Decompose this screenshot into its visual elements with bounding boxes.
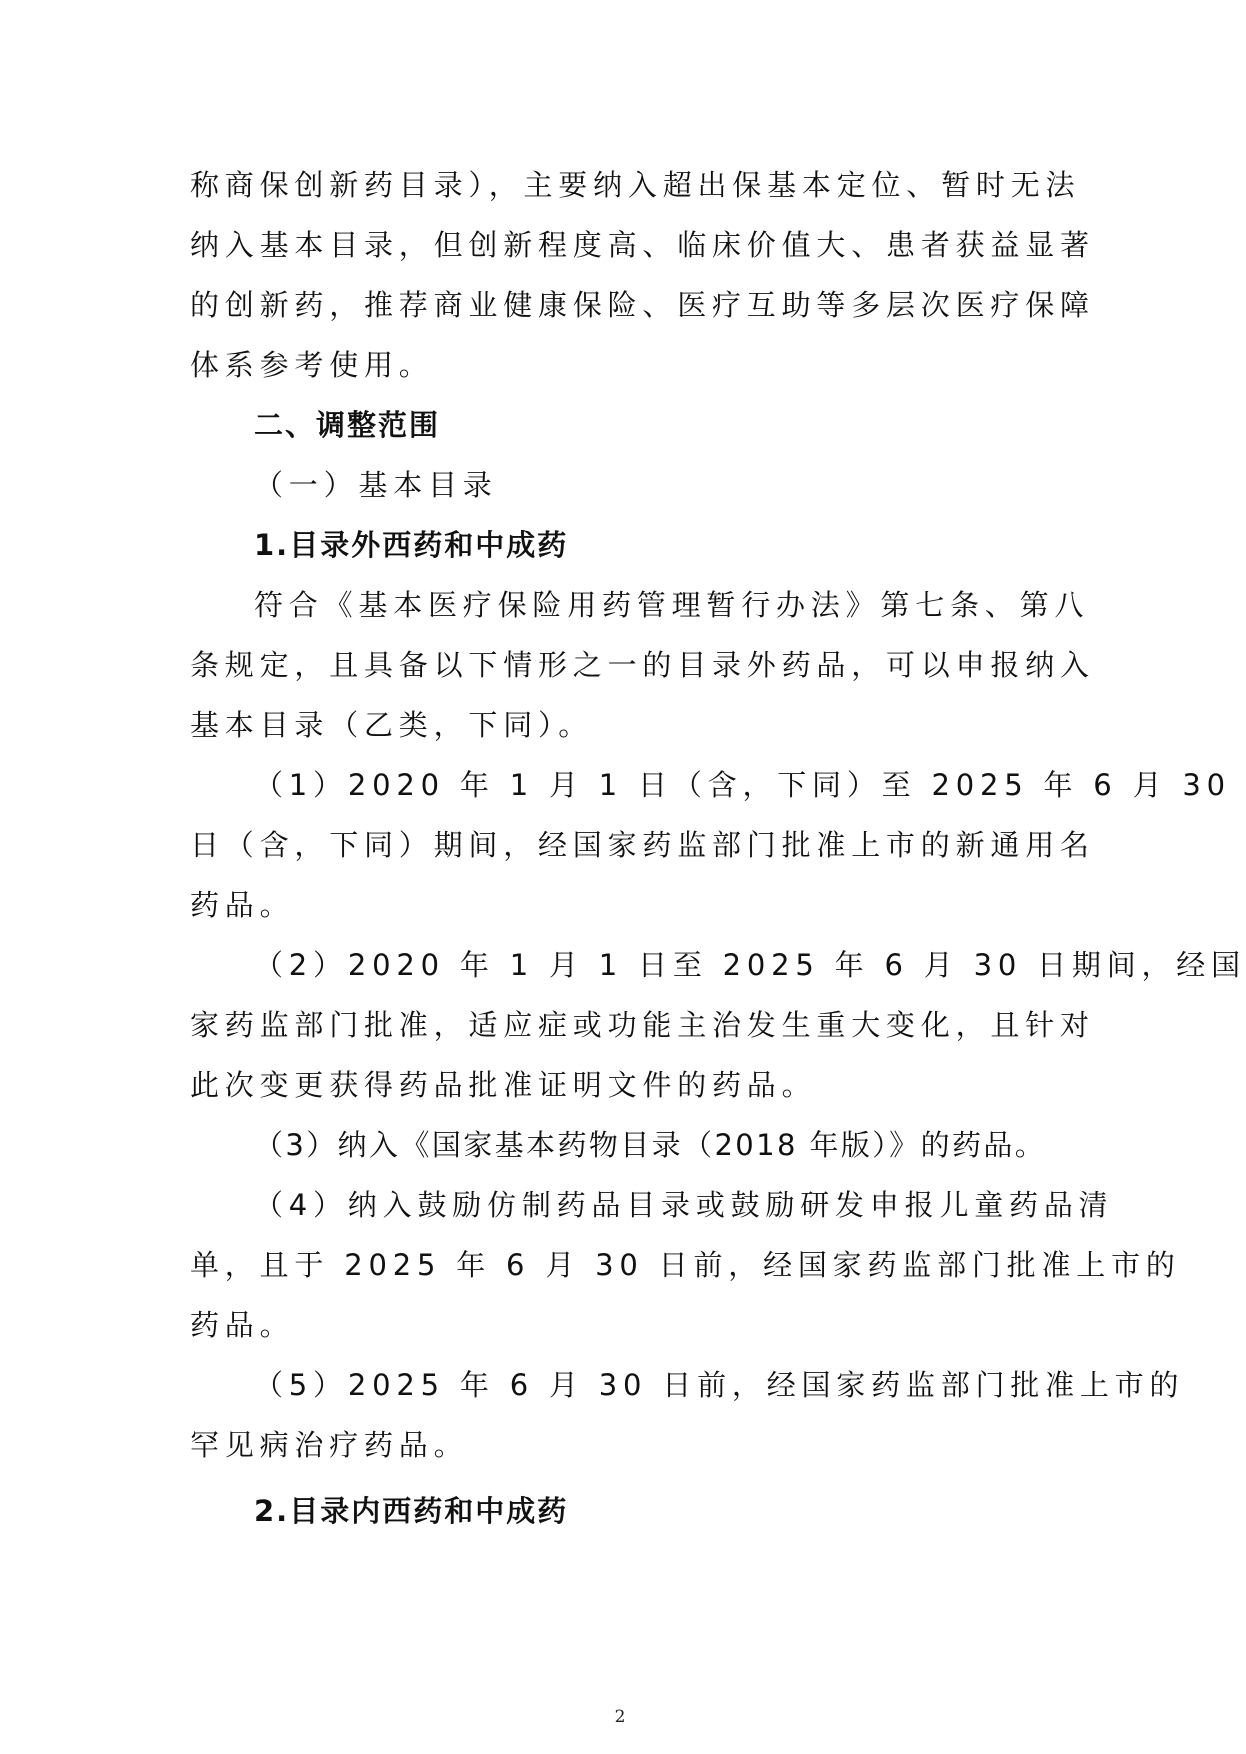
- list-item-line: 药品。: [190, 1308, 295, 1342]
- list-item-line: 罕见病治疗药品。: [190, 1428, 469, 1462]
- list-item-line: 家药监部门批准，适应症或功能主治发生重大变化，且针对: [190, 1008, 1095, 1042]
- list-item-line: 药品。: [190, 888, 295, 922]
- list-item-line: 单，且于 2025 年 6 月 30 日前，经国家药监部门批准上市的: [190, 1248, 1181, 1282]
- list-item-line: （4）纳入鼓励仿制药品目录或鼓励研发申报儿童药品清: [254, 1188, 1114, 1222]
- list-item-line: （1）2020 年 1 月 1 日（含，下同）至 2025 年 6 月 30: [254, 768, 1231, 802]
- list-item-line: 此次变更获得药品批准证明文件的药品。: [190, 1068, 817, 1102]
- list-item-line: （3）纳入《国家基本药物目录（2018 年版）》的药品。: [254, 1128, 1047, 1162]
- item-heading: 1.目录外西药和中成药: [254, 528, 569, 562]
- list-item-line: （2）2020 年 1 月 1 日至 2025 年 6 月 30 日期间，经国: [254, 948, 1246, 982]
- document-body: [190, 155, 1246, 1541]
- body-line: 体系参考使用。: [190, 348, 434, 382]
- page-number: 2: [614, 1707, 626, 1727]
- item-heading: 2.目录内西药和中成药: [254, 1494, 569, 1528]
- body-line: 纳入基本目录，但创新程度高、临床价值大、患者获益显著: [190, 228, 1095, 262]
- body-line: 的创新药，推荐商业健康保险、医疗互助等多层次医疗保障: [190, 288, 1095, 322]
- list-item-line: （5）2025 年 6 月 30 日前，经国家药监部门批准上市的: [254, 1368, 1185, 1402]
- section-heading: 二、调整范围: [254, 408, 441, 442]
- subsection-heading: （一）基本目录: [254, 468, 498, 502]
- body-line: 符合《基本医疗保险用药管理暂行办法》第七条、第八: [254, 588, 1090, 622]
- body-line: 基本目录（乙类，下同）。: [190, 708, 594, 742]
- body-line: 称商保创新药目录），主要纳入超出保基本定位、暂时无法: [190, 168, 1081, 202]
- list-item-line: 日（含，下同）期间，经国家药监部门批准上市的新通用名: [190, 828, 1095, 862]
- body-line: 条规定，且具备以下情形之一的目录外药品，可以申报纳入: [190, 648, 1095, 682]
